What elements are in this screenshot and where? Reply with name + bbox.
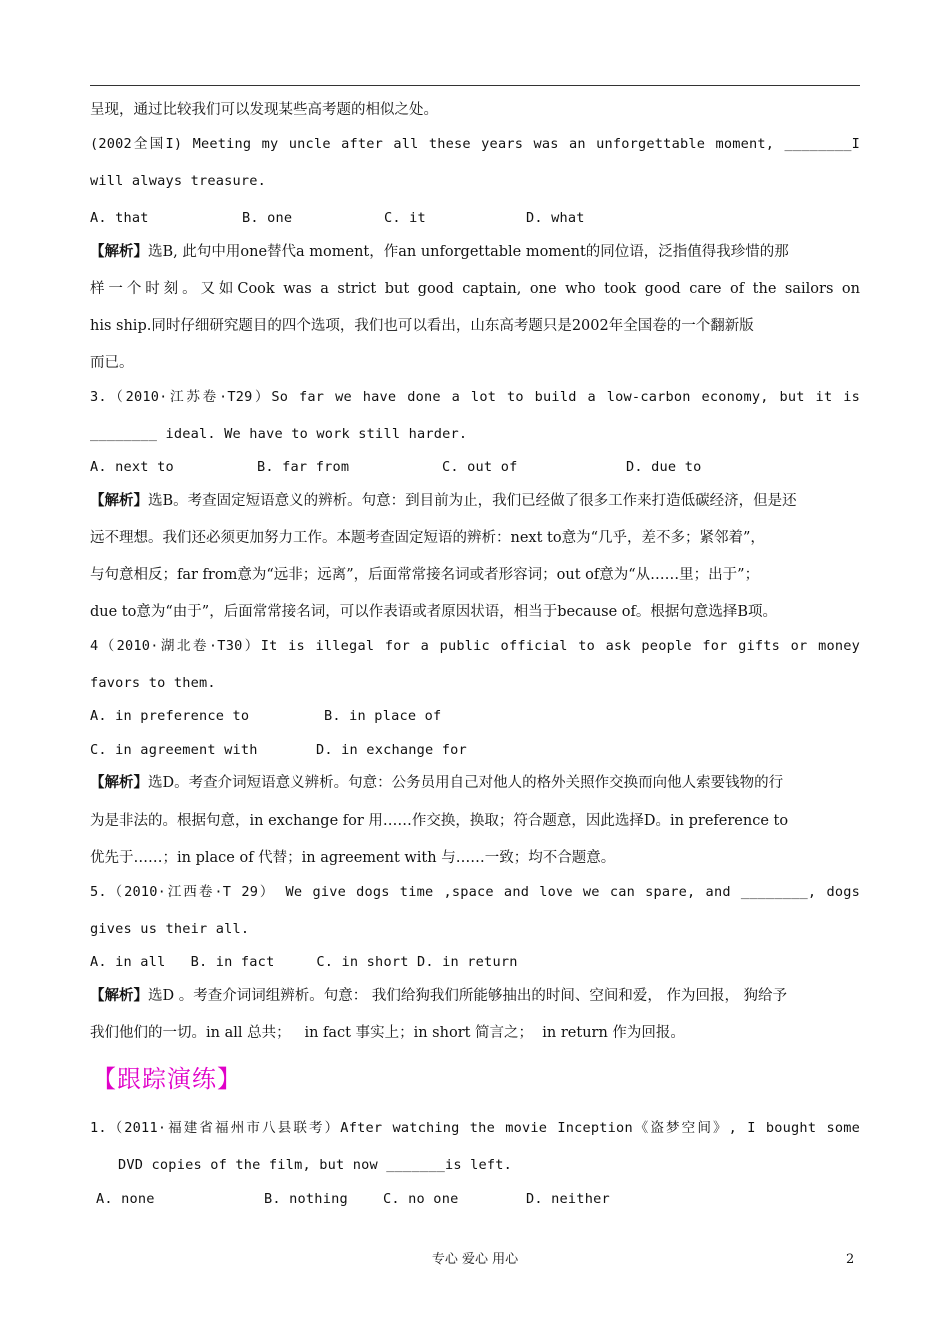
explanation-line: 【解析】选D。考查介词短语意义辨析。句意：公务员用自己对他人的格外关照作交换而向他人索要钱物的行 [90,774,784,791]
explanation-line: 远不理想。我们还必须更加努力工作。本题考查固定短语的辨析：next to意为“几乎，差不多；紧邻着”， [90,530,765,546]
explanation-line: 样一个时刻。又如Cook was a strict but good captain, one who took good care of the sailors on [90,281,860,297]
explanation-label: 【解析】 [90,243,148,260]
option: D. what [526,210,585,226]
explanation-line: 与句意相反；far from意为“远非；远离”，后面常常接名词或者形容词；out of意为“从……里；出于”； [90,567,760,583]
explanation-line: 我们他们的一切。in all 总共； in fact 事实上；in short 简言之； in return 作为回报。 [90,1025,685,1041]
question-line: will always treasure. [90,173,267,189]
option: A. in preference to [90,708,250,724]
option: D. due to [626,459,702,475]
answer-options: A. in all B. in fact C. in short D. in return [90,954,518,970]
answer-options [90,455,860,479]
option: C. out of [442,459,518,475]
question-line: favors to them. [90,675,216,691]
option: B. one [242,210,293,226]
question-line: 3.（2010·江苏卷·T29）So far we have done a lot to build a low-carbon economy, but it is [90,389,860,405]
explanation-label: 【解析】 [90,492,148,509]
option: D. in exchange for [316,742,467,758]
text-line: 呈现，通过比较我们可以发现某些高考题的相似之处。 [90,102,438,118]
question-line: DVD copies of the film, but now _______is left. [118,1157,513,1173]
option: A. that [90,210,149,226]
explanation-label: 【解析】 [90,774,148,791]
question-line: 5.（2010·江西卷·T 29） We give dogs time ,space and love we can spare, and ________, dogs [90,884,860,900]
explanation-line: 【解析】选B, 此句中用one替代a moment，作an unforgettable moment的同位语，泛指值得我珍惜的那 [90,243,789,260]
question-line: 1.（2011·福建省福州市八县联考）After watching the movie Inception《盗梦空间》, I bought some [90,1120,860,1136]
explanation-line: 优先于……；in place of 代替；in agreement with 与……一致；均不合题意。 [90,850,616,866]
answer-options [96,1187,866,1211]
option: A. none [96,1191,155,1207]
option: C. no one [383,1191,459,1207]
explanation-line: 【解析】选B。考查固定短语意义的辨析。句意：到目前为止，我们已经做了很多工作来打造低碳经济，但是还 [90,492,797,509]
explanation-line: his ship.同时仔细研究题目的四个选项，我们也可以看出，山东高考题只是2002年全国卷的一个翻新版 [90,318,754,334]
question-line: (2002全国I) Meeting my uncle after all these years was an unforgettable moment, ________I [90,136,860,152]
option: C. in agreement with [90,742,258,758]
explanation-line: 【解析】选D 。考查介词词组辨析。句意： 我们给狗我们所能够抽出的时间、空间和爱， 作为回报， 狗给予 [90,987,788,1004]
question-line: gives us their all. [90,921,250,937]
header-rule [90,85,860,86]
explanation-line: 为是非法的。根据句意，in exchange for 用……作交换，换取；符合题意，因此选择D。in preference to [90,813,789,829]
explanation-line: 而已。 [90,355,134,371]
explanation-label: 【解析】 [90,987,148,1004]
answer-options [90,704,860,728]
option: C. it [384,210,426,226]
question-line: ________ ideal. We have to work still harder. [90,426,468,442]
answer-options [90,738,860,762]
page-number: 2 [846,1252,855,1267]
option: D. neither [526,1191,610,1207]
explanation-line: due to意为“由于”，后面常常接名词，可以作表语或者原因状语，相当于because of。根据句意选择B项。 [90,604,778,620]
question-line: 4（2010·湖北卷·T30）It is illegal for a public official to ask people for gifts or money [90,638,860,654]
option: B. far from [257,459,350,475]
answer-options [90,206,860,230]
option: A. next to [90,459,174,475]
option: B. in place of [324,708,442,724]
option: B. nothing [264,1191,348,1207]
section-heading: 【跟踪演练】 [92,1065,242,1093]
page-footer: 专心 爱心 用心 [431,1252,519,1267]
